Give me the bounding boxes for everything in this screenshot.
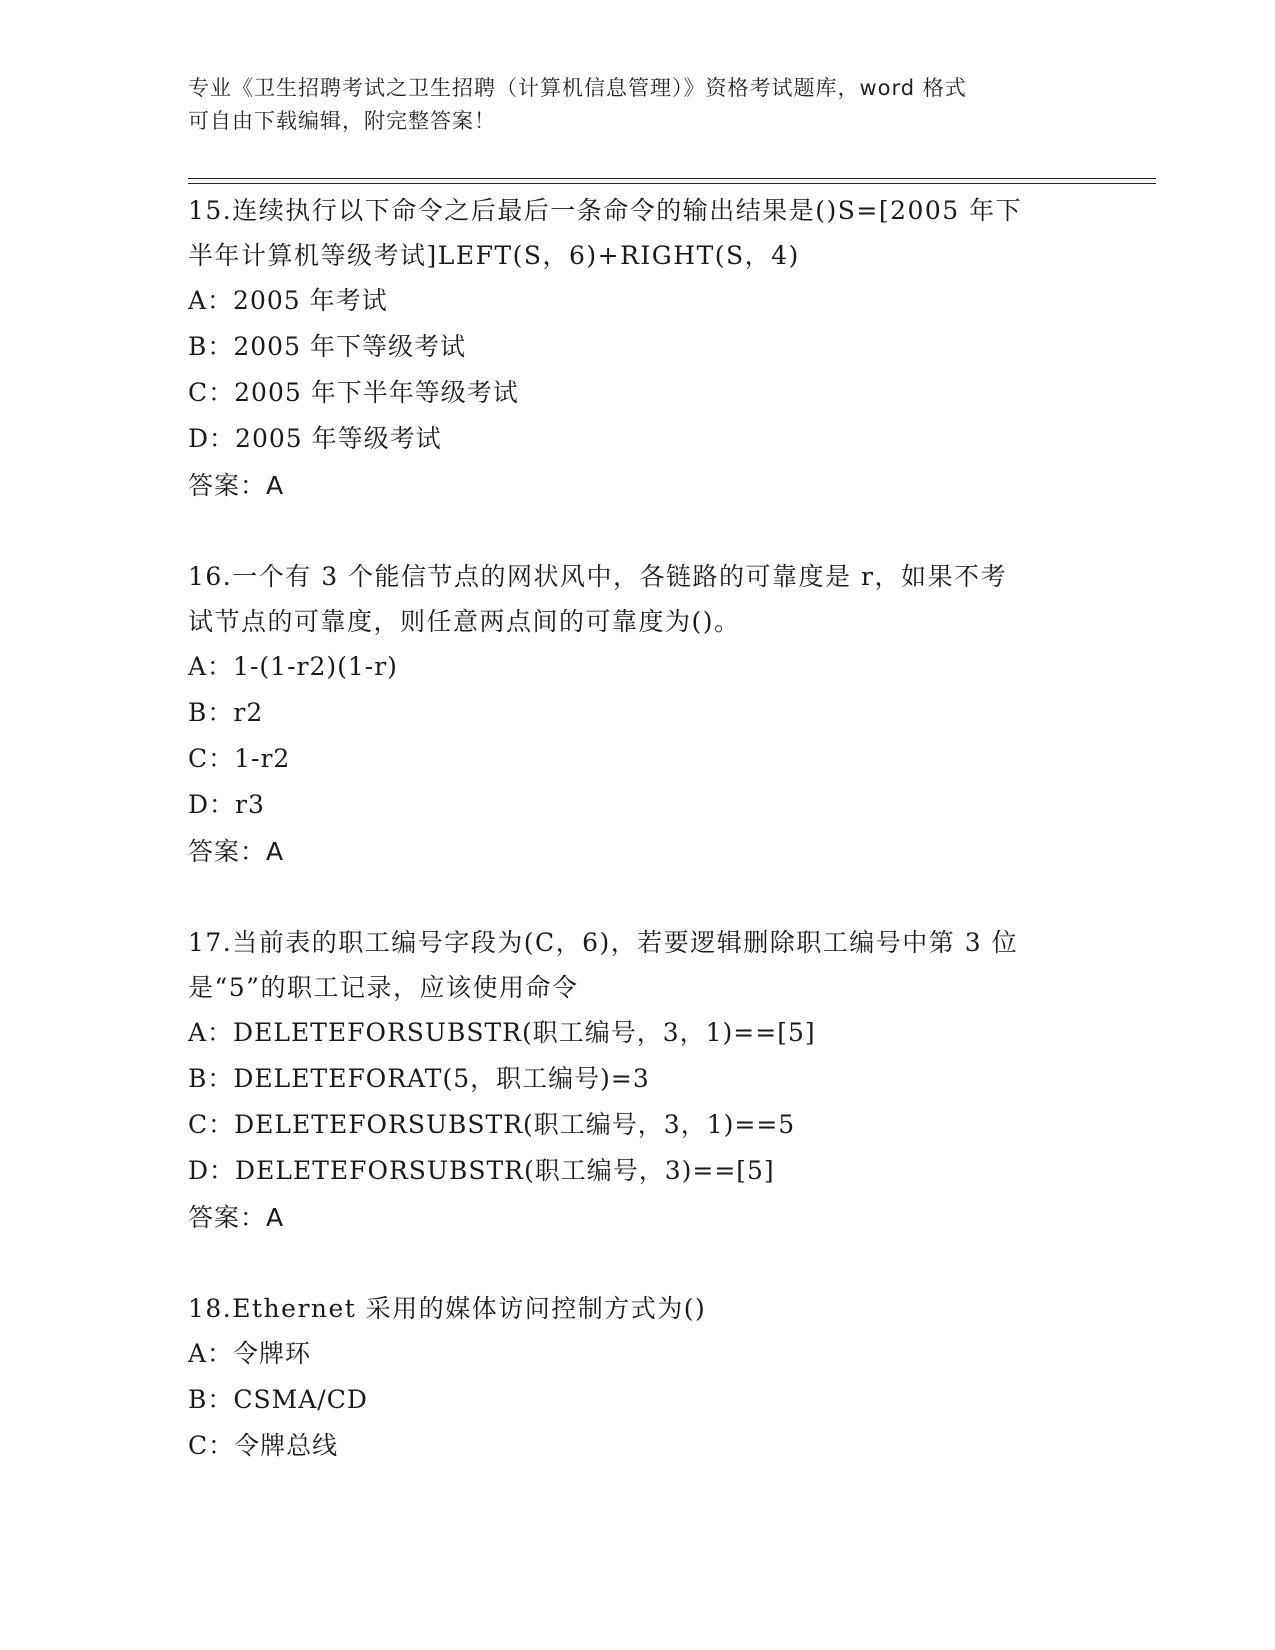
- answer-line: 答案：A: [188, 1203, 285, 1232]
- question-stem: [188, 188, 1088, 278]
- header-divider-bottom: [188, 183, 1156, 184]
- header-line-2: 可自由下载编辑，附完整答案！: [188, 109, 496, 133]
- question-16: [188, 554, 1088, 876]
- question-stem: [188, 554, 1088, 644]
- option-b: B：2005 年下等级考试: [188, 332, 466, 361]
- option-b: B：CSMA/CD: [188, 1385, 368, 1414]
- option-c: C：DELETEFORSUBSTR(职工编号，3，1)==5: [188, 1110, 796, 1139]
- option-c: C：2005 年下半年等级考试: [188, 378, 519, 407]
- option-b: B：r2: [188, 698, 264, 727]
- question-stem-line: 16.一个有 3 个能信节点的网状风中，各链路的可靠度是 r，如果不考: [188, 562, 1007, 591]
- option-d: D：r3: [188, 790, 265, 819]
- option-b: B：DELETEFORAT(5，职工编号)=3: [188, 1064, 650, 1093]
- header-line-1: 专业《卫生招聘考试之卫生招聘（计算机信息管理）》资格考试题库，word 格式: [188, 76, 967, 100]
- question-stem-line: 18.Ethernet 采用的媒体访问控制方式为(): [188, 1294, 707, 1323]
- answer-line: 答案：A: [188, 837, 285, 866]
- option-a: A：1-(1-r2)(1-r): [188, 652, 398, 681]
- option-c: C：令牌总线: [188, 1431, 339, 1460]
- question-stem: [188, 920, 1088, 1010]
- answer-line: 答案：A: [188, 471, 285, 500]
- option-a: A：DELETEFORSUBSTR(职工编号，3，1)==[5]: [188, 1018, 816, 1047]
- question-stem-line: 半年计算机等级考试]LEFT(S，6)+RIGHT(S，4): [188, 241, 800, 270]
- question-stem: [188, 1286, 1088, 1331]
- document-header: [188, 72, 1068, 138]
- option-a: A：令牌环: [188, 1339, 312, 1368]
- header-divider-top: [188, 178, 1156, 179]
- option-d: D：DELETEFORSUBSTR(职工编号，3)==[5]: [188, 1156, 775, 1185]
- option-d: D：2005 年等级考试: [188, 424, 442, 453]
- question-18: [188, 1286, 1088, 1469]
- question-stem-line: 是“5”的职工记录，应该使用命令: [188, 973, 579, 1002]
- question-17: [188, 920, 1088, 1242]
- option-a: A：2005 年考试: [188, 286, 388, 315]
- question-stem-line: 试节点的可靠度，则任意两点间的可靠度为()。: [188, 607, 741, 636]
- question-stem-line: 17.当前表的职工编号字段为(C，6)，若要逻辑删除职工编号中第 3 位: [188, 928, 1019, 957]
- question-list: [188, 188, 1088, 1513]
- question-15: [188, 188, 1088, 510]
- option-c: C：1-r2: [188, 744, 291, 773]
- question-stem-line: 15.连续执行以下命令之后最后一条命令的输出结果是()S=[2005 年下: [188, 196, 1023, 225]
